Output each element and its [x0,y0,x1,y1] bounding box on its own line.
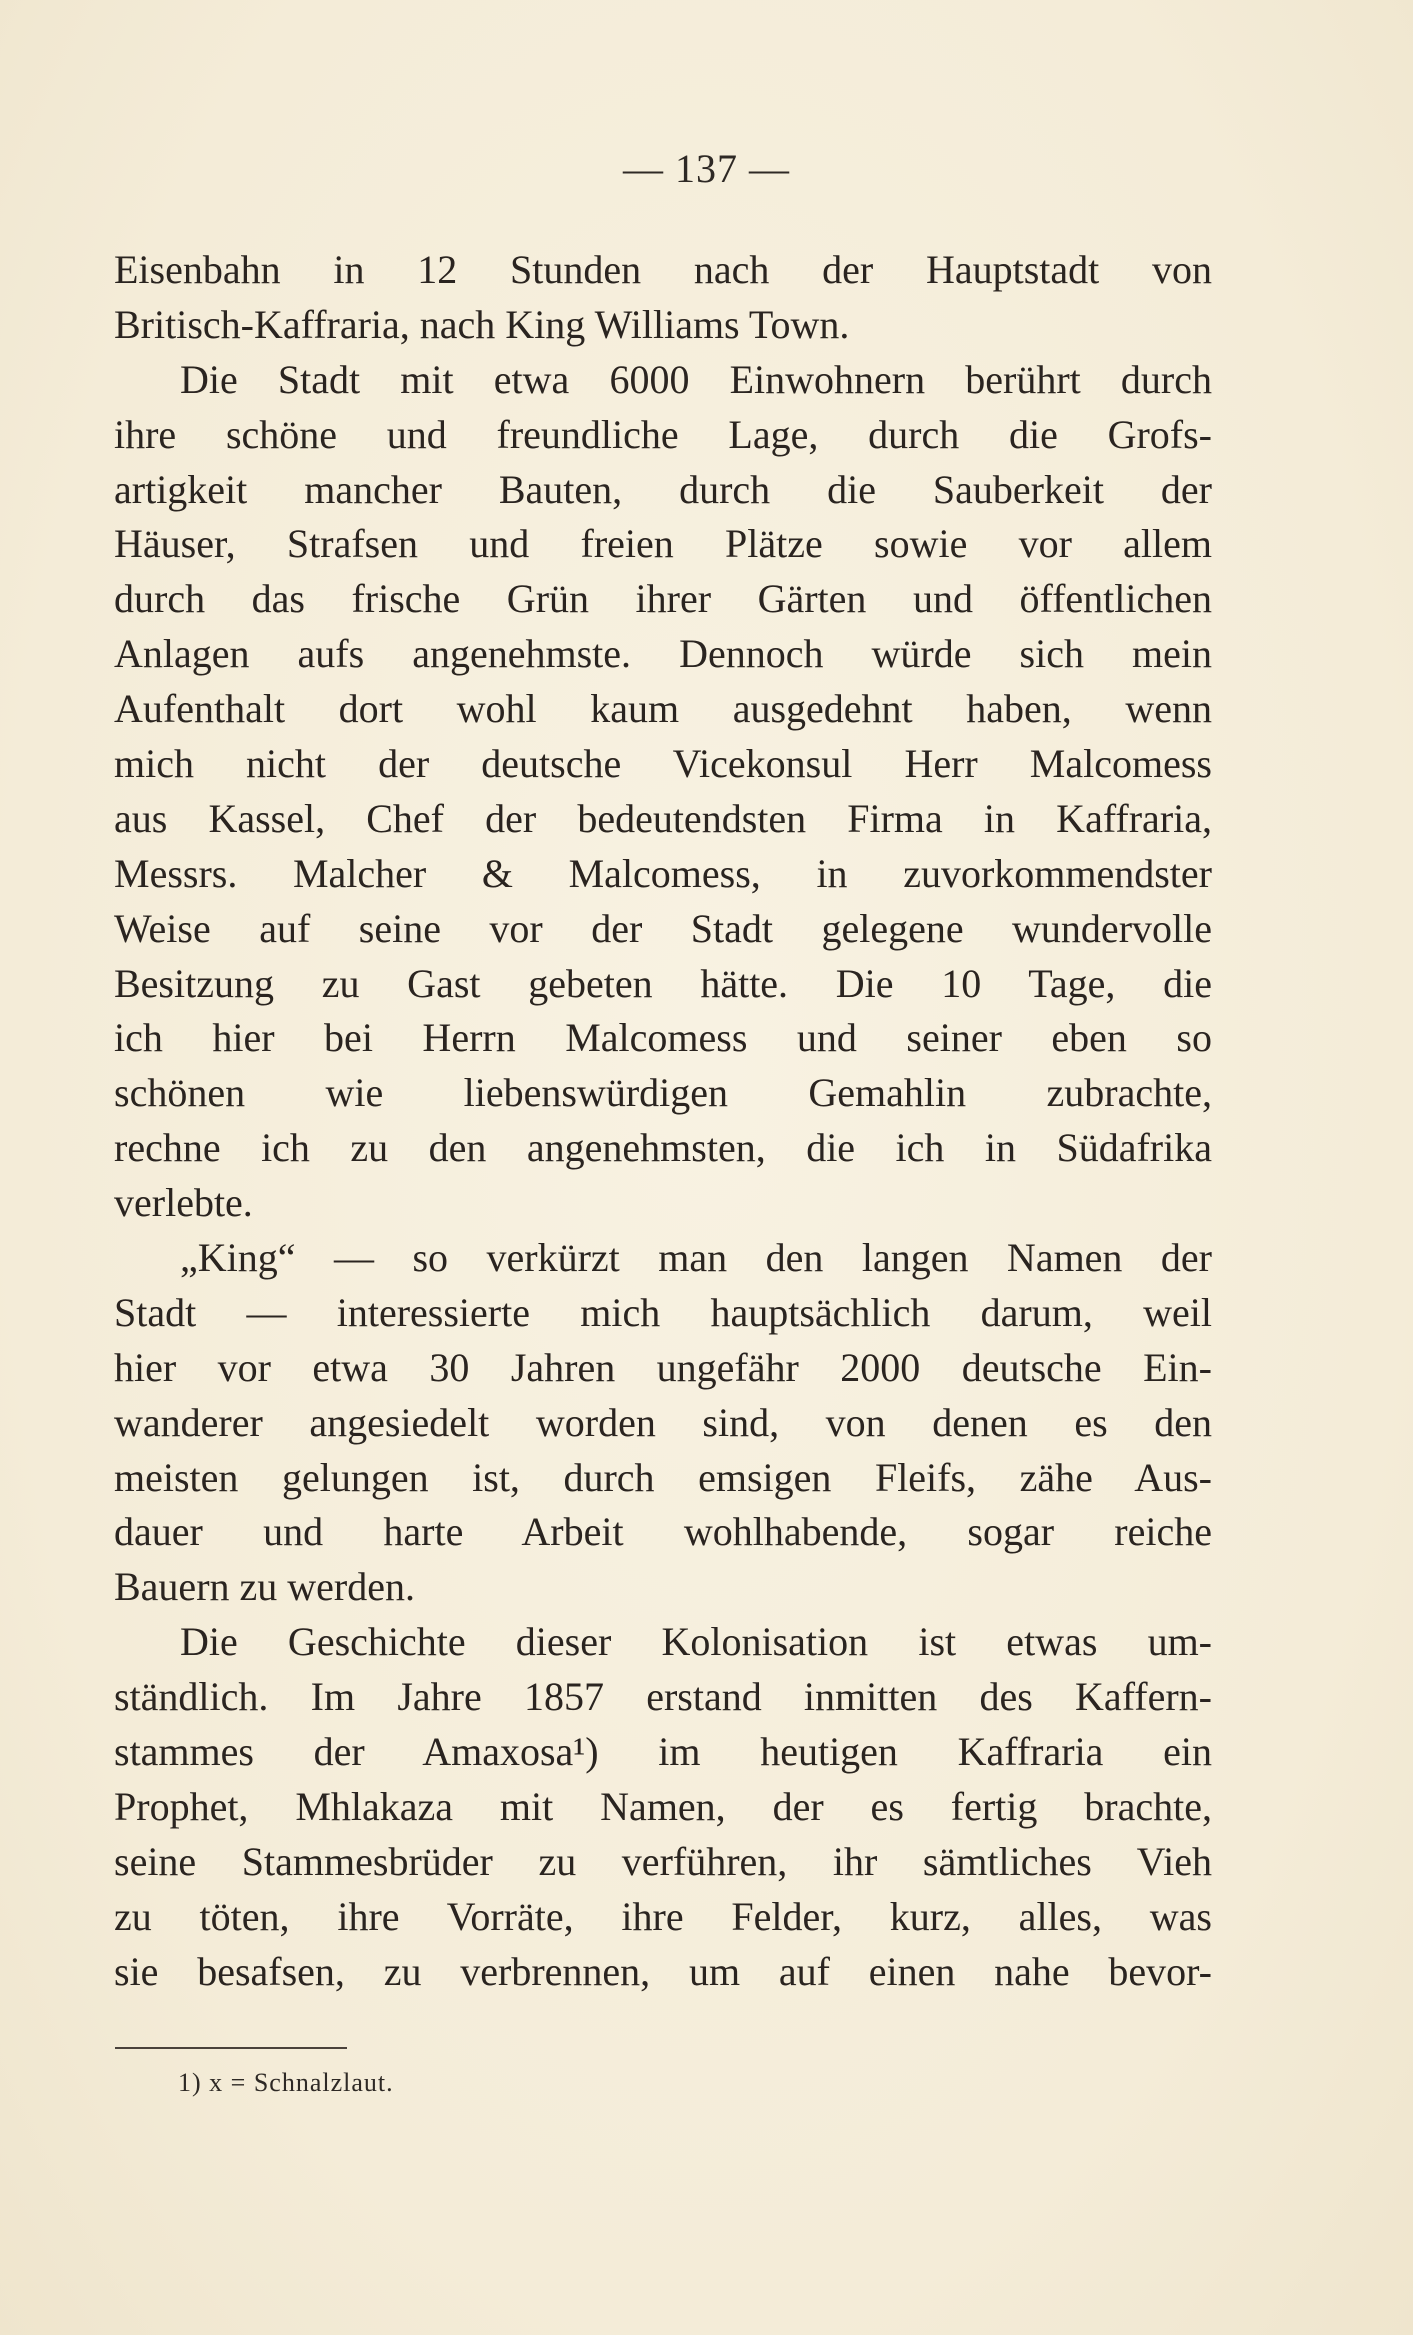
text-line: artigkeit mancher Bauten, durch die Sauberkeit der [114,466,1212,512]
text-line: dauer und harte Arbeit wohlhabende, sogar reiche [114,1509,1212,1555]
text-line: durch das frische Grün ihrer Gärten und öffentlichen [114,576,1212,622]
text-line: aus Kassel, Chef der bedeutendsten Firma in Kaffraria, [114,795,1212,841]
text-line: Aufenthalt dort wohl kaum ausgedehnt haben, wenn [114,686,1212,732]
text-line: Messrs. Malcher & Malcomess, in zuvorkommendster [114,850,1212,896]
footnote-divider [115,2047,347,2049]
text-line: Häuser, Strafsen und freien Plätze sowie vor allem [114,521,1212,567]
text-line: wanderer angesiedelt worden sind, von denen es den [114,1399,1212,1445]
text-line: Besitzung zu Gast gebeten hätte. Die 10 Tage, die [114,960,1212,1006]
text-line: seine Stammesbrüder zu verführen, ihr sämtliches Vieh [114,1838,1212,1884]
text-line: verlebte. [114,1180,253,1226]
text-line: rechne ich zu den angenehmsten, die ich in Südafrika [114,1125,1212,1171]
text-line: ich hier bei Herrn Malcomess und seiner eben so [114,1015,1212,1061]
text-line: Bauern zu werden. [114,1564,415,1610]
text-line: Weise auf seine vor der Stadt gelegene wundervolle [114,905,1212,951]
text-line: Prophet, Mhlakaza mit Namen, der es fertig brachte, [114,1783,1212,1829]
text-line: stammes der Amaxosa¹) im heutigen Kaffraria ein [114,1729,1212,1775]
text-line: Eisenbahn in 12 Stunden nach der Hauptstadt von [114,247,1212,292]
footnote: 1) x = Schnalzlaut. [178,2068,394,2097]
text-line: schönen wie liebenswürdigen Gemahlin zubrachte, [114,1070,1212,1116]
body-text [114,243,1212,2000]
text-line: ständlich. Im Jahre 1857 erstand inmitten des Kaffern- [114,1674,1212,1720]
text-line: sie besafsen, zu verbrennen, um auf einen nahe bevor- [114,1948,1212,1994]
text-line: Britisch-Kaffraria, nach King Williams Town. [114,301,850,347]
text-line: hier vor etwa 30 Jahren ungefähr 2000 deutsche Ein- [114,1344,1212,1390]
text-line: mich nicht der deutsche Vicekonsul Herr Malcomess [114,741,1212,787]
text-line: ihre schöne und freundliche Lage, durch die Grofs- [114,411,1212,457]
text-line: Die Geschichte dieser Kolonisation ist etwas um- [180,1619,1212,1665]
text-line: „King“ — so verkürzt man den langen Namen der [180,1235,1212,1281]
text-line: Stadt — interessierte mich hauptsächlich darum, weil [114,1289,1212,1335]
page-number: — 137 — [623,146,790,191]
text-line: zu töten, ihre Vorräte, ihre Felder, kurz, alles, was [114,1893,1212,1939]
text-line: Anlagen aufs angenehmste. Dennoch würde sich mein [114,631,1212,677]
text-line: meisten gelungen ist, durch emsigen Fleifs, zähe Aus- [114,1454,1212,1500]
text-line: Die Stadt mit etwa 6000 Einwohnern berührt durch [180,356,1212,402]
